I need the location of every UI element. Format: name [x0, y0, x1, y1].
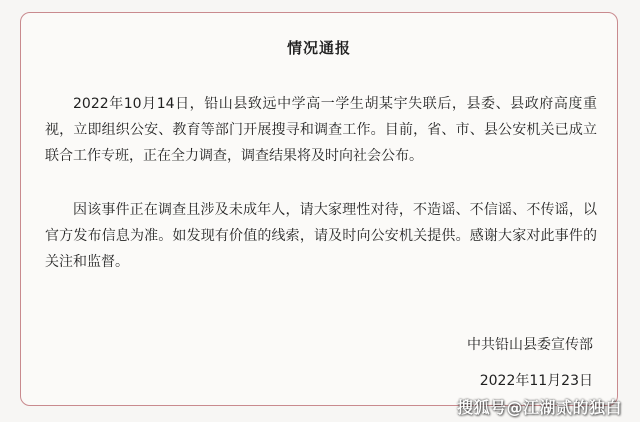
issuing-organization: 中共铅山县委宣传部 — [467, 337, 593, 353]
issue-date: 2022年11月23日 — [479, 373, 593, 389]
sohu-watermark: 搜狐号@江湖贰的独白 — [456, 398, 622, 417]
notice-paragraph-2: 因该事件正在调查且涉及未成年人，请大家理性对待，不造谣、不信谣、不传谣，以官方发布信息为准。如发现有价值的线索，请及时向公安机关提供。感谢大家对此事件的关注和监督。 — [45, 202, 597, 270]
notice-title: 情况通报 — [286, 39, 351, 57]
notice-card — [20, 12, 618, 406]
notice-paragraph-1: 2022年10月14日，铅山县致远中学高一学生胡某宇失联后，县委、县政府高度重视，立即组织公安、教育等部门开展搜寻和调查工作。目前，省、市、县公安机关已成立联合工作专班，正在全力调查，调查结果将及时向社会公布。 — [45, 96, 597, 164]
